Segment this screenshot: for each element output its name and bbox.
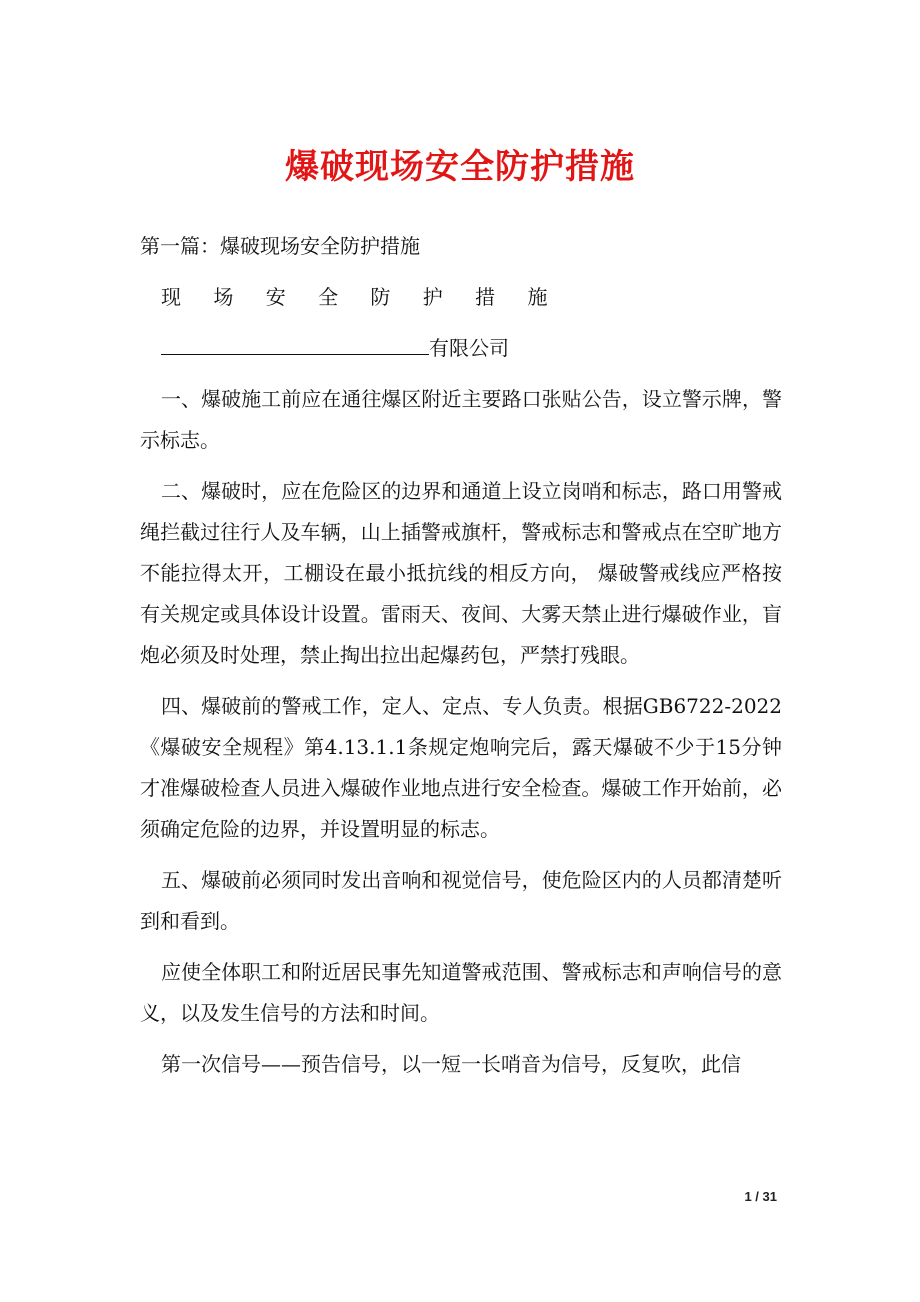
paragraph-five: 五、爆破前必须同时发出音响和视觉信号，使危险区内的人员都清楚听到和看到。 bbox=[140, 868, 782, 933]
paragraph-one: 一、爆破施工前应在通往爆区附近主要路口张贴公告，设立警示牌，警示标志。 bbox=[140, 387, 782, 452]
paragraph-four: 四、爆破前的警戒工作，定人、定点、专人负责。根据GB6722-2022《爆破安全规程》第4.13.1.1条规定炮响完后，露天爆破不少于15分钟才准爆破检查人员进入爆破作业地点进行安全检查。爆破工作开始前，必须确定危险的边界，并设置明显的标志。 bbox=[140, 694, 782, 841]
document-title: 爆破现场安全防护措施 bbox=[285, 147, 635, 187]
spaced-heading: 现 场 安 全 防 护 措 施 bbox=[161, 285, 561, 309]
paragraph-notice: 应使全体职工和附近居民事先知道警戒范围、警戒标志和声响信号的意义，以及发生信号的方法和时间。 bbox=[140, 960, 782, 1025]
document-body bbox=[140, 226, 782, 1095]
company-line bbox=[140, 328, 782, 369]
section-heading: 第一篇：爆破现场安全防护措施 bbox=[140, 234, 420, 258]
company-name-blank bbox=[161, 331, 429, 355]
paragraph-two: 二、爆破时，应在危险区的边界和通道上设立岗哨和标志，路口用警戒绳拦截过往行人及车辆，山上插警戒旗杆，警戒标志和警戒点在空旷地方不能拉得太开，工棚设在最小抵抗线的相反方向， 爆破警戒线应严格按有关规定或具体设计设置。雷雨天、夜间、大雾天禁止进行爆破作业，盲炮必须及时处理，禁止掏出拉出起爆药包，严禁打残眼。 bbox=[140, 479, 782, 667]
company-suffix: 有限公司 bbox=[429, 336, 509, 360]
paragraph-signal: 第一次信号——预告信号，以一短一长哨音为信号，反复吹，此信 bbox=[161, 1052, 741, 1076]
page-number: 1 / 31 bbox=[744, 1189, 777, 1204]
